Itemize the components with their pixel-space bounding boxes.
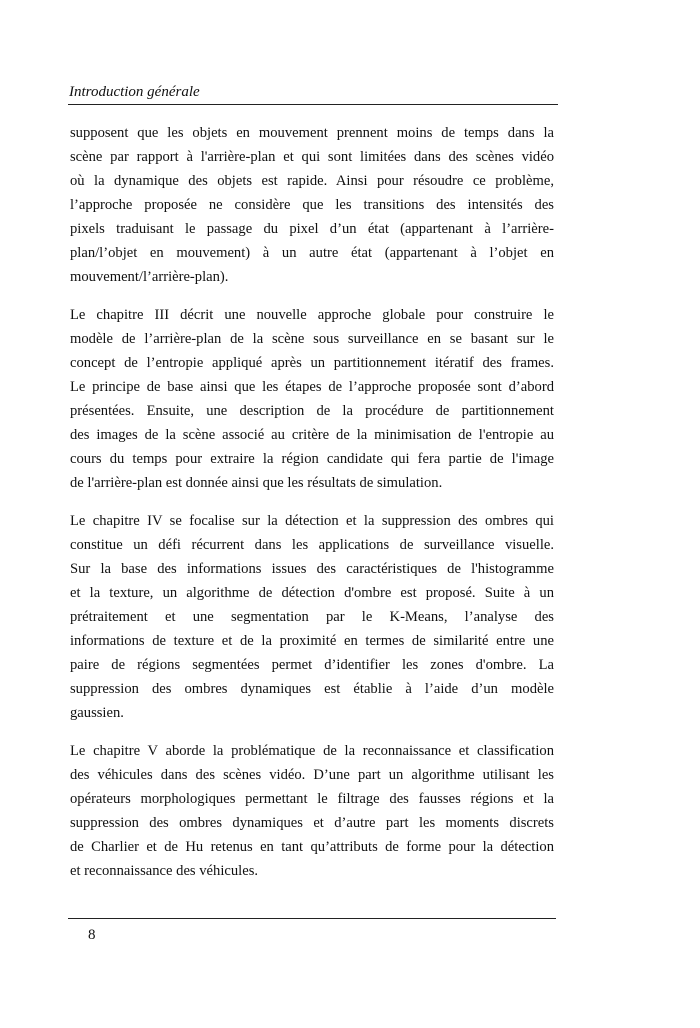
text-line: informations de texture et de la proximité en termes de similarité entre une — [70, 633, 554, 649]
paragraph — [70, 509, 554, 725]
text-line: de l'arrière-plan est donnée ainsi que les résultats de simulation. — [70, 475, 443, 491]
text-line: opérateurs morphologiques permettant le filtrage des fausses régions et la — [70, 791, 554, 807]
header-rule — [68, 104, 558, 105]
text-line: présentées. Ensuite, une description de la procédure de partitionnement — [70, 403, 554, 419]
text-line: plan/l’objet en mouvement) à un autre état (appartenant à l’objet en — [70, 245, 554, 261]
text-line: où la dynamique des objets est rapide. Ainsi pour résoudre ce problème, — [70, 173, 554, 189]
text-line: Le chapitre III décrit une nouvelle approche globale pour construire le — [70, 307, 554, 323]
text-line: pixels traduisant le passage du pixel d’un état (appartenant à l’arrière- — [70, 221, 554, 237]
text-line: de Charlier et de Hu retenus en tant qu’attributs de forme pour la détection — [70, 839, 554, 855]
text-line: Le chapitre IV se focalise sur la détection et la suppression des ombres qui — [70, 513, 554, 529]
text-line: l’approche proposée ne considère que les transitions des intensités des — [70, 197, 554, 213]
text-line: supposent que les objets en mouvement prennent moins de temps dans la — [70, 125, 554, 141]
text-line: Sur la base des informations issues des caractéristiques de l'histogramme — [70, 561, 554, 577]
text-line: suppression des ombres dynamiques et d’autre part les moments discrets — [70, 815, 554, 831]
text-line: Le chapitre V aborde la problématique de la reconnaissance et classification — [70, 743, 554, 759]
text-line: et reconnaissance des véhicules. — [70, 863, 259, 879]
text-line: des images de la scène associé au critère de la minimisation de l'entropie au — [70, 427, 554, 443]
running-header: Introduction générale — [69, 84, 200, 100]
page-number: 8 — [88, 927, 96, 943]
text-line: mouvement/l’arrière-plan). — [70, 269, 229, 285]
paragraph — [70, 739, 554, 883]
text-line: scène par rapport à l'arrière-plan et qui sont limitées dans des scènes vidéo — [70, 149, 554, 165]
paragraph — [70, 121, 554, 289]
text-line: des véhicules dans des scènes vidéo. D’une part un algorithme utilisant les — [70, 767, 554, 783]
body-text — [70, 121, 554, 897]
text-line: concept de l’entropie appliqué après un partitionnement itératif des frames. — [70, 355, 554, 371]
text-line: gaussien. — [70, 705, 124, 721]
text-line: cours du temps pour extraire la région candidate qui fera partie de l'image — [70, 451, 554, 467]
text-line: Le principe de base ainsi que les étapes de l’approche proposée sont d’abord — [70, 379, 554, 395]
text-line: et la texture, un algorithme de détection d'ombre est proposé. Suite à un — [70, 585, 554, 601]
footer-rule — [68, 918, 556, 919]
text-line: modèle de l’arrière-plan de la scène sous surveillance en se basant sur le — [70, 331, 554, 347]
text-line: prétraitement et une segmentation par le K-Means, l’analyse des — [70, 609, 554, 625]
text-line: suppression des ombres dynamiques est établie à l’aide d’un modèle — [70, 681, 554, 697]
paragraph — [70, 303, 554, 495]
text-line: constitue un défi récurrent dans les applications de surveillance visuelle. — [70, 537, 554, 553]
text-line: paire de régions segmentées permet d’identifier les zones d'ombre. La — [70, 657, 554, 673]
